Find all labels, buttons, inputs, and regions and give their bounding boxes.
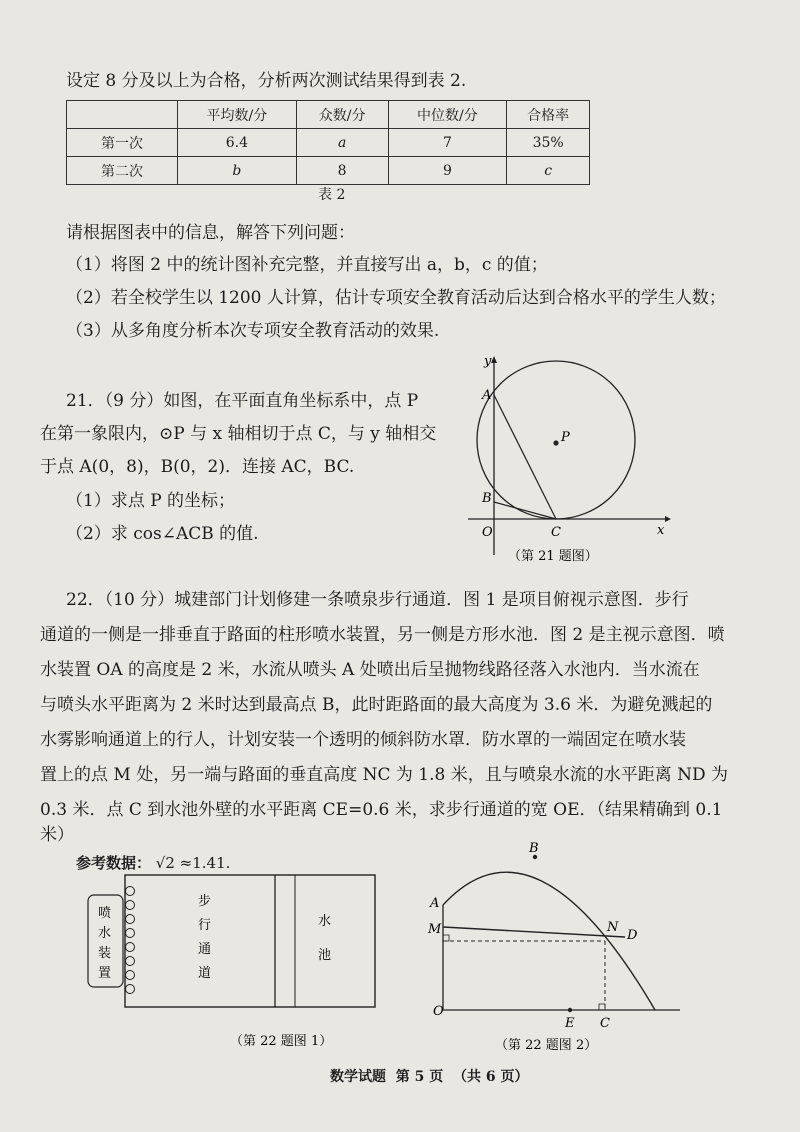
q21-figure (460, 345, 680, 570)
table-cell: c (507, 157, 590, 185)
nozzle-icon (126, 887, 135, 896)
table-cell: 7 (388, 129, 507, 157)
right-angle-mark (599, 1004, 605, 1010)
y-axis-arrow-icon (491, 356, 497, 363)
table-row (67, 157, 590, 185)
table-cell: 35% (507, 129, 590, 157)
nozzle-icon (126, 943, 135, 952)
q22-figure-1 (80, 865, 380, 1060)
nozzle-icon (126, 901, 135, 910)
table-row (67, 129, 590, 157)
q22-line-5: 水雾影响通道上的行人，计划安装一个透明的倾斜防水罩．防水罩的一端固定在喷水装 (40, 730, 686, 750)
table-cell: 9 (388, 157, 507, 185)
label-c: C (551, 525, 561, 540)
q21-line-1: 21．（9 分）如图，在平面直角坐标系中，点 P (66, 391, 419, 411)
walkway-outline (125, 875, 375, 1007)
label-y: y (484, 354, 492, 369)
table-cell: 6.4 (178, 129, 297, 157)
nozzle-icon (126, 929, 135, 938)
table-caption: 表 2 (318, 187, 346, 203)
table-cell: 8 (296, 157, 388, 185)
nozzle-icon (126, 971, 135, 980)
label-a: A (482, 388, 492, 403)
device-label-char: 置 (98, 966, 112, 981)
table-cell: 第一次 (67, 129, 178, 157)
page-footer: 数学试题 第 5 页 （共 6 页） (330, 1069, 529, 1085)
q20-part-1: （1）将图 2 中的统计图补充完整，并直接写出 a，b，c 的值； (66, 255, 548, 275)
table-cell: 第二次 (67, 157, 178, 185)
table-cell: a (296, 129, 388, 157)
q20-prompt: 请根据图表中的信息，解答下列问题： (66, 223, 355, 243)
q22-line-4: 与喷头水平距离为 2 米时达到最高点 B，此时距路面的最大高度为 3.6 米．为避免溅起的 (40, 695, 713, 715)
segment-bc (494, 502, 556, 519)
q21-part-2: （2）求 cos∠ACB 的值. (66, 524, 259, 544)
table-cell: b (178, 157, 297, 185)
table-header-cell: 平均数/分 (178, 101, 297, 129)
label-d: D (627, 928, 638, 943)
right-angle-mark (443, 935, 449, 941)
walkway-label-char: 行 (198, 918, 212, 933)
nozzle-column (126, 887, 135, 994)
device-label-char: 喷 (98, 906, 112, 921)
label-b: B (529, 841, 539, 856)
intro-text: 设定 8 分及以上为合格，分析两次测试结果得到表 2. (66, 71, 467, 91)
q22-line-1: 22．（10 分）城建部门计划修建一条喷泉步行通道．图 1 是项目俯视示意图．步行 (66, 590, 689, 610)
nozzle-icon (126, 915, 135, 924)
walkway-label-char: 通 (198, 942, 212, 957)
reference-value: √2 ≈1.41. (155, 854, 231, 872)
q22-line-2: 通道的一侧是一排垂直于路面的柱形喷水装置，另一侧是方形水池．图 2 是主视示意图．喷 (40, 625, 725, 645)
table-header-row (67, 101, 590, 129)
label-a: A (430, 896, 440, 911)
point-p (553, 440, 558, 445)
fig2-caption: （第 22 题图 2） (495, 1038, 598, 1053)
q21-part-1: （1）求点 P 的坐标； (66, 491, 236, 511)
q21-line-2: 在第一象限内，⊙P 与 x 轴相切于点 C，与 y 轴相交 (40, 424, 437, 444)
q22-line-7: 0.3 米．点 C 到水池外壁的水平距离 CE=0.6 米，求步行通道的宽 OE．（结果精确到 0.1 (40, 800, 723, 820)
q20-part-3: （3）从多角度分析本次专项安全教育活动的效果. (66, 321, 440, 341)
table-header-cell: 中位数/分 (388, 101, 507, 129)
pool-label-char: 池 (318, 948, 332, 963)
label-m: M (428, 922, 442, 937)
device-label-char: 装 (98, 946, 112, 961)
label-o: O (482, 525, 493, 540)
q21-figure-caption: （第 21 题图） (508, 549, 598, 564)
label-x: x (657, 523, 665, 538)
results-table (66, 100, 590, 185)
table-header-cell (67, 101, 178, 129)
nozzle-icon (126, 985, 135, 994)
table-header-cell: 合格率 (507, 101, 590, 129)
circle-p (477, 361, 635, 519)
fig1-caption: （第 22 题图 1） (230, 1034, 333, 1049)
label-e: E (565, 1016, 575, 1031)
label-o: O (433, 1004, 444, 1019)
point-e (568, 1008, 572, 1012)
label-c: C (600, 1016, 610, 1031)
walkway-label-char: 步 (198, 894, 212, 909)
label-b: B (482, 491, 492, 506)
q22-line-8: 米） (40, 825, 74, 845)
reference-label: 参考数据： (76, 854, 152, 872)
walkway-label-char: 道 (198, 966, 212, 981)
q22-line-6: 置上的点 M 处，另一端与路面的垂直高度 NC 为 1.8 米，且与喷泉水流的水平距离 ND 为 (40, 765, 729, 785)
q21-line-3: 于点 A(0，8)，B(0，2)．连接 AC，BC. (40, 457, 355, 477)
table-header-cell: 众数/分 (296, 101, 388, 129)
pool-label-char: 水 (318, 914, 332, 929)
segment-ac (494, 395, 556, 519)
nozzle-icon (126, 957, 135, 966)
device-label-char: 水 (98, 926, 112, 941)
label-n: N (607, 920, 619, 935)
q20-part-2: （2）若全校学生以 1200 人计算，估计专项安全教育活动后达到合格水平的学生人数； (66, 288, 726, 308)
q22-figure-2 (425, 835, 695, 1060)
x-axis-arrow-icon (665, 516, 671, 522)
label-p: P (561, 430, 570, 445)
q22-line-3: 水装置 OA 的高度是 2 米，水流从喷头 A 处喷出后呈抛物线路径落入水池内．当水流在 (40, 660, 700, 680)
